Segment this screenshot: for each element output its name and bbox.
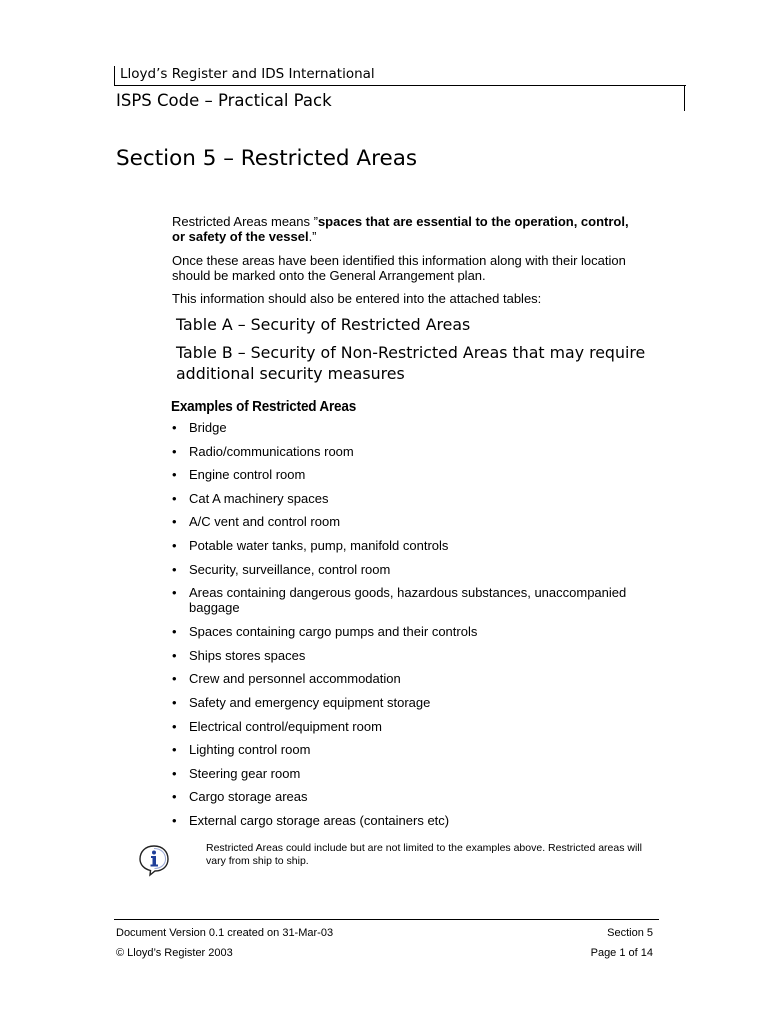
definition-prefix: Restricted Areas means ”	[172, 214, 318, 229]
definition-suffix: .”	[308, 229, 317, 244]
bullet-icon: •	[172, 812, 177, 828]
list-item	[172, 420, 632, 435]
tables-paragraph: This information should also be entered into the attached tables:	[172, 291, 542, 306]
examples-heading: Examples of Restricted Areas	[171, 398, 357, 415]
table-b-reference: Table B – Security of Non-Restricted Areas that may require additional security measures	[176, 343, 646, 383]
list-item-text: Areas containing dangerous goods, hazardous substances, unaccompanied baggage	[189, 585, 627, 616]
list-item-text: Crew and personnel accommodation	[189, 671, 401, 687]
bullet-icon: •	[172, 647, 177, 663]
page-title: Section 5 – Restricted Areas	[116, 146, 418, 171]
list-item-text: Security, surveillance, control room	[189, 561, 391, 577]
header-organization-box	[114, 66, 686, 86]
list-item	[172, 813, 632, 828]
bullet-icon: •	[172, 765, 177, 781]
header-organization: Lloyd’s Register and IDS International	[120, 66, 375, 82]
list-item-text: Cat A machinery spaces	[189, 490, 329, 506]
list-item	[172, 624, 632, 639]
list-item-text: A/C vent and control room	[189, 514, 341, 530]
list-item	[172, 491, 632, 506]
bullet-icon: •	[172, 718, 177, 734]
list-item-text: Bridge	[189, 420, 227, 435]
list-item	[172, 789, 632, 804]
list-item-text: Potable water tanks, pump, manifold controls	[189, 537, 449, 553]
list-item	[172, 766, 632, 781]
list-item-text: Ships stores spaces	[189, 647, 306, 663]
list-item	[172, 467, 632, 482]
list-item-text: Spaces containing cargo pumps and their controls	[189, 624, 478, 640]
bullet-icon: •	[172, 561, 177, 577]
list-item-text: Lighting control room	[189, 742, 311, 758]
header-divider	[684, 86, 685, 111]
identified-paragraph: Once these areas have been identified this information along with their location should be marked onto the General Arrangement plan.	[172, 253, 626, 283]
bullet-icon: •	[172, 467, 177, 483]
list-item	[172, 742, 632, 757]
list-item-text: Cargo storage areas	[189, 789, 308, 805]
list-item	[172, 585, 632, 615]
list-item-text: Safety and emergency equipment storage	[189, 694, 431, 710]
list-item-text: Electrical control/equipment room	[189, 718, 382, 734]
list-item-text: Steering gear room	[189, 765, 301, 781]
bullet-icon: •	[172, 585, 177, 601]
footer-document-version: Document Version 0.1 created on 31-Mar-03	[116, 927, 334, 939]
bullet-icon: •	[172, 789, 177, 805]
list-item-text: External cargo storage areas (containers etc)	[189, 812, 450, 828]
bullet-icon: •	[172, 420, 177, 435]
bullet-icon: •	[172, 490, 177, 506]
footer-divider	[114, 919, 659, 920]
header-pack-title: ISPS Code – Practical Pack	[116, 91, 332, 110]
info-icon	[137, 843, 171, 877]
footer-page-number: Page 1 of 14	[590, 947, 653, 959]
table-a-reference: Table A – Security of Restricted Areas	[176, 315, 471, 334]
definition-bold: spaces that are essential to the operation, control, or safety of the vessel	[172, 214, 629, 244]
examples-list	[172, 420, 632, 837]
info-note: Restricted Areas could include but are not limited to the examples above. Restricted areas will vary from ship to ship.	[206, 842, 642, 867]
bullet-icon: •	[172, 443, 177, 459]
list-item-text: Radio/communications room	[189, 443, 354, 459]
list-item	[172, 538, 632, 553]
bullet-icon: •	[172, 537, 177, 553]
footer-copyright: © Lloyd’s Register 2003	[116, 947, 233, 959]
list-item-text: Engine control room	[189, 467, 306, 483]
definition-paragraph	[172, 214, 632, 244]
bullet-icon: •	[172, 624, 177, 640]
list-item	[172, 648, 632, 663]
list-item	[172, 671, 632, 686]
bullet-icon: •	[172, 671, 177, 687]
list-item	[172, 719, 632, 734]
bullet-icon: •	[172, 694, 177, 710]
list-item	[172, 695, 632, 710]
bullet-icon: •	[172, 742, 177, 758]
list-item	[172, 514, 632, 529]
list-item	[172, 562, 632, 577]
list-item	[172, 444, 632, 459]
footer-section: Section 5	[607, 927, 653, 939]
bullet-icon: •	[172, 514, 177, 530]
